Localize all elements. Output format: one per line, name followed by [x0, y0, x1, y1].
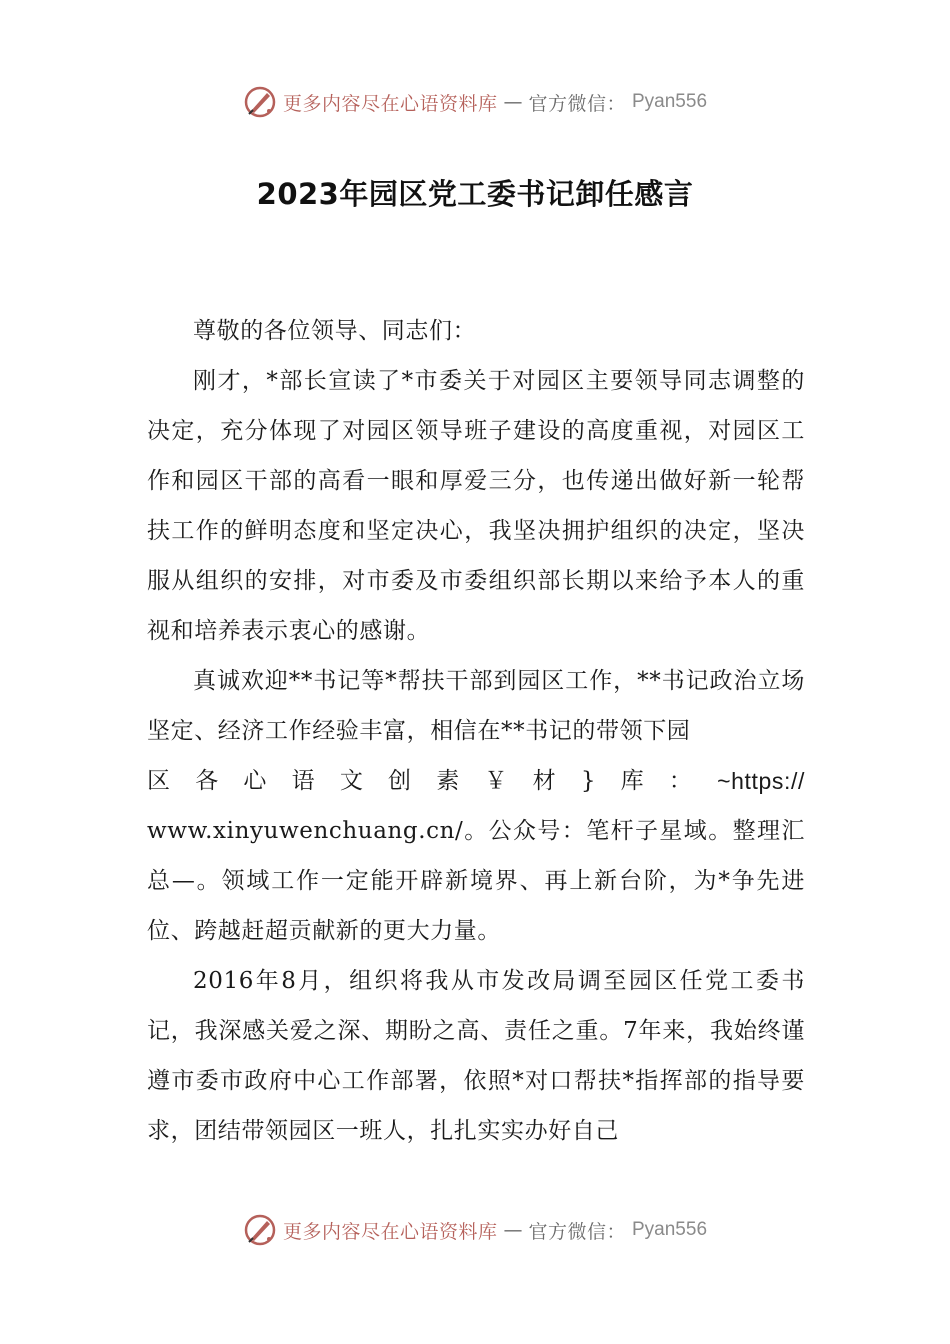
spread-char: 语 — [291, 768, 316, 794]
banner-contact-label: 官方微信： — [528, 92, 626, 115]
paragraph-2-end: www.xinyuwenchuang.cn/。公众号：笔杆子星域。整理汇总—。领域工作一定能开辟新境界、再上新台阶，为*争先进位、跨越赶超贡献新的更大力量。 — [147, 818, 805, 944]
spread-char: 文 — [339, 768, 364, 794]
document-body — [147, 306, 805, 1156]
banner-contact-label: 官方微信： — [528, 1220, 626, 1243]
paragraph-3: 2016年8月，组织将我从市发改局调至园区任党工委书记，我深感关爱之深、期盼之高、责任之重。7年来，我始终谨遵市委市政府中心工作部署，依照*对口帮扶*指挥部的指导要求，团结带领园区一班人，扎扎实实办好自己 — [147, 968, 805, 1144]
spread-char: 库 — [620, 768, 645, 794]
spread-char: ： — [668, 768, 693, 794]
quill-pen-logo-icon — [243, 1213, 277, 1247]
paragraph-2-spread-line — [147, 756, 805, 806]
banner-dash: — — [503, 91, 523, 113]
paragraph-1: 刚才，*部长宣读了*市委关于对园区主要领导同志调整的决定，充分体现了对园区领导班子建设的高度重视，对园区工作和园区干部的高看一眼和厚爱三分，也传递出做好新一轮帮扶工作的鲜明态度和坚定决心，我坚决拥护组织的决定，坚决服从组织的安排，对市委及市委组织部长期以来给予本人的重视和培养表示衷心的感谢。 — [147, 368, 805, 644]
spread-url-fragment: ~https:// — [717, 768, 805, 794]
spread-char: 素 — [436, 768, 460, 794]
salutation: 尊敬的各位领导、同志们： — [193, 318, 477, 344]
banner-wechat-id: Pyan556 — [632, 91, 708, 112]
banner-dash: — — [503, 1219, 523, 1241]
paragraph-2-start: 真诚欢迎**书记等*帮扶干部到园区工作，**书记政治立场坚定、经济工作经验丰富，相信在**书记的带领下园 — [147, 668, 805, 744]
header-banner — [0, 82, 950, 122]
banner-promo-text: 更多内容尽在心语资料库 — [282, 1220, 498, 1243]
document-title: 2023年园区党工委书记卸任感言 — [256, 177, 694, 211]
spread-char: 区 — [147, 768, 171, 794]
spread-char: 各 — [195, 768, 219, 794]
banner-promo-text: 更多内容尽在心语资料库 — [282, 92, 498, 115]
footer-banner — [0, 1210, 950, 1250]
banner-wechat-id: Pyan556 — [632, 1219, 708, 1240]
spread-char: ￥ — [484, 768, 509, 794]
spread-char: 材 — [532, 768, 557, 794]
spread-char: } — [580, 768, 597, 794]
spread-char: 创 — [388, 768, 412, 794]
spread-char: 心 — [243, 768, 268, 794]
quill-pen-logo-icon — [243, 85, 277, 119]
